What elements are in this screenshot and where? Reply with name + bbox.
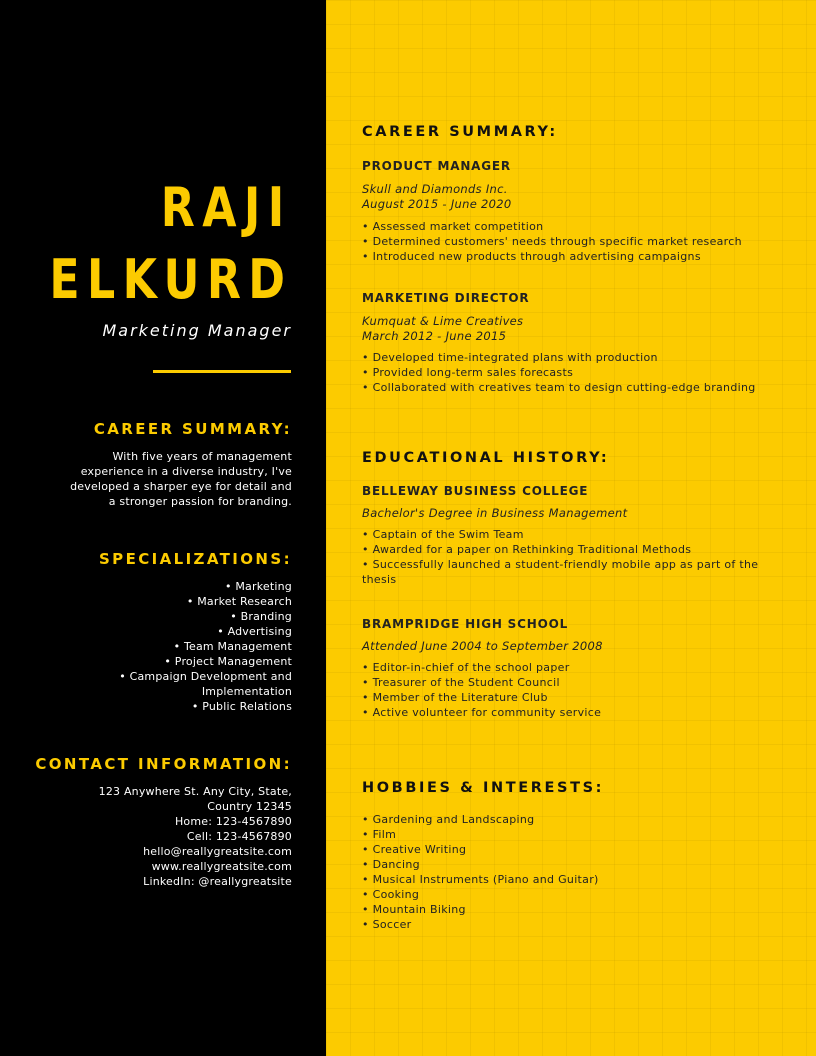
school-name-1: BELLEWAY BUSINESS COLLEGE — [362, 484, 589, 498]
hobbies-heading: HOBBIES & INTERESTS: — [362, 780, 605, 796]
summary-line: a stronger passion for branding. — [108, 495, 292, 508]
contact-cell-phone: Cell: 123-4567890 — [186, 830, 292, 843]
bullet-item: • Successfully launched a student-friendly mobile app as part of the thesis — [362, 558, 759, 586]
hobby-item: • Gardening and Landscaping — [362, 813, 535, 826]
school-detail-2 — [362, 639, 603, 654]
hobbies-list — [362, 812, 782, 932]
contact-address: Country 12345 — [207, 800, 292, 813]
specializations-heading: SPECIALIZATIONS: — [98, 550, 292, 568]
job-2-meta — [362, 314, 523, 344]
summary-text — [70, 449, 292, 509]
name-divider — [153, 370, 291, 373]
job-company: Skull and Diamonds Inc. — [362, 182, 508, 196]
bullet-item: • Active volunteer for community service — [362, 706, 602, 719]
school-degree: Bachelor's Degree in Business Management — [362, 506, 628, 520]
summary-line: experience in a diverse industry, I've — [80, 465, 292, 478]
summary-line: developed a sharper eye for detail and — [70, 480, 292, 493]
hobby-item: • Mountain Biking — [362, 903, 466, 916]
bullet-item: • Developed time-integrated plans with production — [362, 351, 658, 364]
contact-address: 123 Anywhere St. Any City, State, — [98, 785, 292, 798]
contact-website: www.reallygreatsite.com — [151, 860, 292, 873]
bullet-item: • Member of the Literature Club — [362, 691, 548, 704]
specializations-list — [119, 579, 292, 714]
last-name: ELKURD — [48, 248, 292, 311]
contact-linkedin: LinkedIn: @reallygreatsite — [143, 875, 292, 888]
hobby-item: • Film — [362, 828, 397, 841]
contact-list — [99, 784, 292, 889]
bullet-item: • Editor-in-chief of the school paper — [362, 661, 570, 674]
left-summary-heading: CAREER SUMMARY: — [93, 420, 292, 438]
hobby-item: • Dancing — [362, 858, 420, 871]
contact-email: hello@reallygreatsite.com — [143, 845, 292, 858]
job-1-bullets — [362, 219, 782, 264]
contact-heading: CONTACT INFORMATION: — [35, 755, 292, 773]
summary-line: With five years of management — [112, 450, 292, 463]
education-heading: EDUCATIONAL HISTORY: — [362, 450, 610, 466]
specialization-item: • Branding — [230, 610, 292, 623]
specialization-item: • Marketing — [224, 580, 292, 593]
bullet-item: • Captain of the Swim Team — [362, 528, 524, 541]
school-attended: Attended June 2004 to September 2008 — [362, 639, 603, 653]
hobby-item: • Soccer — [362, 918, 412, 931]
job-1-meta — [362, 182, 512, 212]
bullet-item: • Provided long-term sales forecasts — [362, 366, 574, 379]
job-2-bullets — [362, 350, 782, 395]
contact-home-phone: Home: 123-4567890 — [174, 815, 292, 828]
hobby-item: • Creative Writing — [362, 843, 467, 856]
bullet-item: • Awarded for a paper on Rethinking Traditional Methods — [362, 543, 692, 556]
specialization-item: Implementation — [201, 685, 292, 698]
main-content — [326, 0, 816, 1056]
school-1-bullets — [362, 527, 782, 587]
specialization-item: • Project Management — [164, 655, 292, 668]
hobby-item: • Cooking — [362, 888, 420, 901]
specialization-item: • Campaign Development and — [119, 670, 292, 683]
specialization-item: • Advertising — [217, 625, 292, 638]
bullet-item: • Collaborated with creatives team to design cutting-edge branding — [362, 381, 756, 394]
career-heading: CAREER SUMMARY: — [362, 124, 558, 140]
specialization-item: • Public Relations — [191, 700, 292, 713]
job-title: Marketing Manager — [102, 321, 292, 340]
job-company: Kumquat & Lime Creatives — [362, 314, 524, 328]
specialization-item: • Market Research — [186, 595, 292, 608]
bullet-item: • Assessed market competition — [362, 220, 544, 233]
job-title-1: PRODUCT MANAGER — [362, 159, 511, 173]
left-sidebar — [0, 0, 326, 1056]
bullet-item: • Determined customers' needs through specific market research — [362, 235, 742, 248]
job-title-2: MARKETING DIRECTOR — [362, 291, 530, 305]
job-dates: March 2012 - June 2015 — [362, 329, 507, 343]
specialization-item: • Team Management — [173, 640, 292, 653]
job-dates: August 2015 - June 2020 — [362, 197, 512, 211]
hobby-item: • Musical Instruments (Piano and Guitar) — [362, 873, 599, 886]
bullet-item: • Introduced new products through advertising campaigns — [362, 250, 701, 263]
first-name: RAJI — [161, 176, 292, 239]
school-name-2: BRAMPRIDGE HIGH SCHOOL — [362, 617, 569, 631]
bullet-item: • Treasurer of the Student Council — [362, 676, 560, 689]
school-2-bullets — [362, 660, 782, 720]
school-detail-1 — [362, 506, 627, 521]
